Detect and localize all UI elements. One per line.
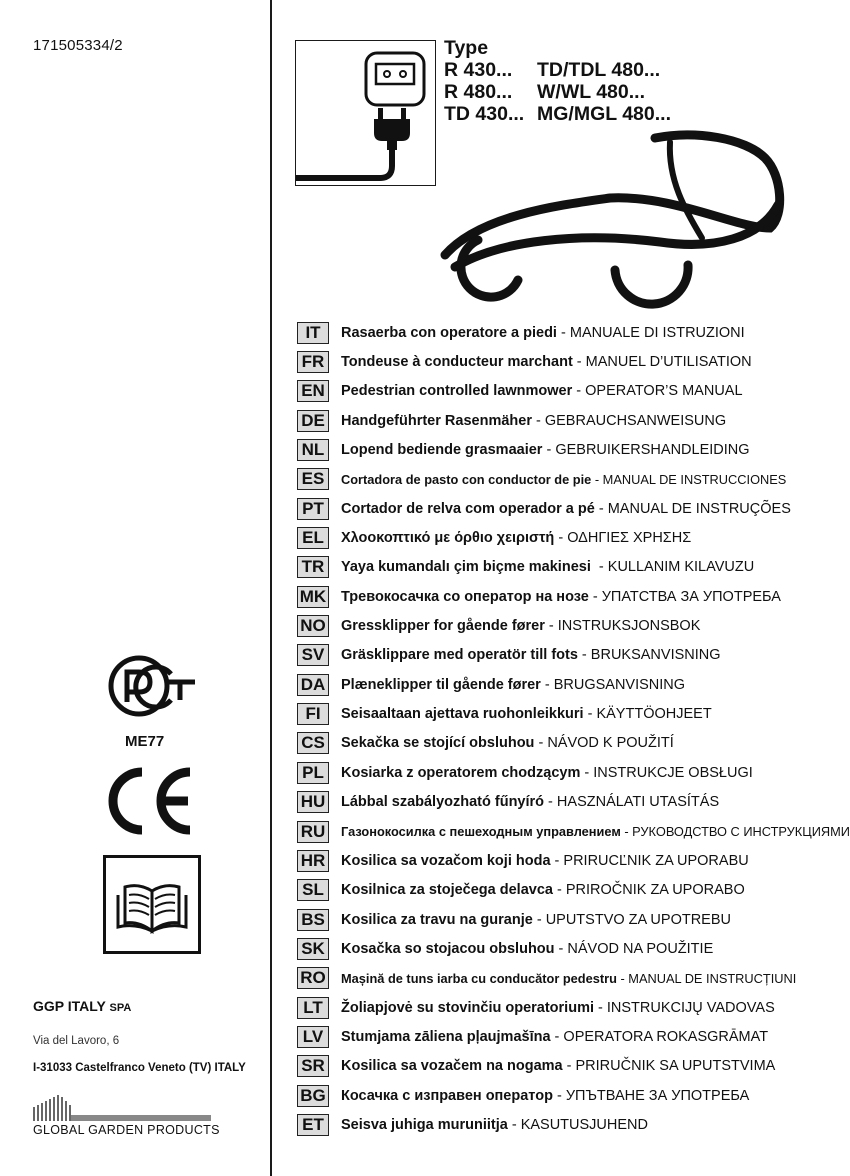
manual-type: РУКОВОДСТВО С ИНСТРУКЦИЯМИ [632,824,850,840]
language-description [341,1029,768,1045]
language-description [341,559,754,575]
model-name: R 430... [444,59,513,81]
language-description [341,1117,648,1133]
product-title: Kosilica sa vozačom koji hoda [341,852,551,869]
language-description [341,530,691,546]
language-description [341,442,750,458]
separator: - [591,471,603,487]
language-description [341,383,743,399]
language-description [341,677,685,693]
product-title: Stumjama zāliena pļaujmašīna [341,1028,551,1045]
language-description [341,735,674,751]
language-row-ro [297,964,850,993]
manual-type: PRIRUČNIK SA UPUTSTVIMA [575,1058,776,1075]
model-name: TD/TDL 480... [537,59,661,81]
language-code-badge: RU [297,821,329,843]
manual-type: MANUALE DI ISTRUZIONI [569,324,745,341]
separator: - [534,735,548,752]
language-code-badge: NL [297,439,329,461]
brand-name: GLOBAL GARDEN PRODUCTS [33,1123,220,1137]
separator: - [572,383,586,400]
language-row-da [297,670,850,699]
language-code-badge: NO [297,615,329,637]
certification-code: ME77 [125,733,165,750]
language-code-badge: FR [297,351,329,373]
product-title: Kosilica za travu na guranje [341,911,533,928]
language-code-badge: SL [297,879,329,901]
language-description [341,501,791,517]
model-name: TD 430... [444,103,525,125]
separator: - [544,794,557,811]
language-row-pl [297,758,850,787]
manual-type: BRUKSANVISNING [590,647,721,664]
company-name-text: GGP ITALY [33,998,106,1014]
product-title: Plæneklipper til gående fører [341,676,541,693]
separator: - [577,647,591,664]
language-row-lt [297,993,850,1022]
product-title: Cortador de relva com operador a pé [341,500,595,517]
manual-type: УПАТСТВА ЗА УПОТРЕБА [601,588,781,605]
language-code-badge: BG [297,1085,329,1107]
product-title: Rasaerba con operatore a piedi [341,324,557,341]
model-name: MG/MGL 480... [537,103,672,125]
separator: - [532,911,546,928]
manual-type: GEBRUIKERSHANDLEIDING [555,442,750,459]
separator: - [562,1058,576,1075]
language-code-badge: SV [297,644,329,666]
language-description [341,1000,775,1016]
product-title: Yaya kumandalı çim biçme makinesi [341,559,595,576]
manual-type: MANUEL D’UTILISATION [585,354,752,371]
manual-type: GEBRAUCHSANWEISUNG [544,412,727,429]
manual-type: INSTRUKCJE OBSŁUGI [593,764,753,781]
manual-type: OPERATOR’S MANUAL [585,383,743,400]
product-title: Mașină de tuns iarba cu conducător pedestru [341,970,617,986]
language-row-mk [297,582,850,611]
separator: - [588,588,602,605]
language-description [341,618,700,634]
language-description [341,765,753,781]
document-number: 171505334/2 [33,37,123,54]
language-description [341,472,786,487]
language-row-fi [297,699,850,728]
gost-rst-certification-mark-icon [105,652,201,727]
model-row [444,59,671,81]
model-name: W/WL 480... [537,81,645,103]
lawnmower-silhouette-icon [440,120,782,320]
product-title: Gressklipper for gående fører [341,618,545,635]
language-row-es [297,465,850,494]
language-row-nl [297,435,850,464]
separator: - [554,940,568,957]
separator: - [580,764,594,781]
language-code-badge: BS [297,909,329,931]
manual-type: INSTRUKCIJŲ VADOVAS [606,999,775,1016]
language-row-cs [297,729,850,758]
product-title: Lopend bediende grasmaaier [341,442,543,459]
product-title: Тревокосачка со оператор на нозе [341,588,589,605]
separator: - [550,852,564,869]
language-code-badge: TR [297,556,329,578]
language-row-fr [297,347,850,376]
separator: - [531,412,545,429]
separator: - [552,882,566,899]
language-row-no [297,611,850,640]
language-description [341,706,712,722]
language-code-badge: MK [297,586,329,608]
language-code-badge: FI [297,703,329,725]
separator: - [552,1087,566,1104]
language-row-sr [297,1052,850,1081]
product-title: Kosilica sa vozačem na nogama [341,1058,563,1075]
language-description [341,1058,775,1074]
model-row [444,81,671,103]
language-code-badge: RO [297,967,329,989]
vertical-divider [270,0,272,1176]
language-code-badge: EN [297,380,329,402]
language-code-badge: LT [297,997,329,1019]
language-code-badge: PT [297,498,329,520]
manual-type: OPERATORA ROKASGRĀMAT [563,1028,769,1045]
language-code-badge: IT [297,322,329,344]
manual-type: KASUTUSJUHEND [520,1116,648,1133]
language-description [341,971,796,986]
separator: - [544,618,558,635]
separator: - [540,676,554,693]
open-book-manual-icon [103,855,201,960]
language-list [297,318,850,1140]
ce-conformity-mark-icon [102,766,198,841]
language-code-badge: HR [297,850,329,872]
language-row-bg [297,1081,850,1110]
language-code-badge: SR [297,1055,329,1077]
language-row-lv [297,1022,850,1051]
manual-type: NÁVOD NA POUŽITIE [567,940,714,957]
product-title: Handgeführter Rasenmäher [341,412,532,429]
product-title: Косачка с изправен оператор [341,1087,553,1104]
language-description [341,853,749,869]
language-description [341,941,713,957]
language-code-badge: DA [297,674,329,696]
language-row-el [297,523,850,552]
manual-type: MANUAL DE INSTRUÇÕES [607,500,791,517]
language-code-badge: ES [297,468,329,490]
product-title: Seisva juhiga muruniitja [341,1116,508,1133]
manual-type: PRIRUCĽNIK ZA UPORABU [563,852,749,869]
manual-type: MANUAL DE INSTRUCȚIUNI [628,970,797,986]
product-title: Sekačka se stojící obsluhou [341,735,535,752]
electric-plug-icon [295,40,436,186]
separator: - [594,559,608,576]
separator: - [616,970,629,986]
product-title: Gräsklippare med operatör till fots [341,647,578,664]
manual-type: УПЪТВАНЕ ЗА УПОТРЕБА [565,1087,750,1104]
separator: - [583,706,597,723]
language-code-badge: HU [297,791,329,813]
language-code-badge: CS [297,732,329,754]
manual-type: PRIROČNIK ZA UPORABO [565,882,745,899]
language-row-sl [297,876,850,905]
manual-type: BRUGSANVISNING [553,676,686,693]
separator: - [507,1116,521,1133]
language-code-badge: LV [297,1026,329,1048]
manual-type: UPUTSTVO ZA UPOTREBU [545,911,731,928]
language-description [341,824,850,839]
language-description [341,1088,749,1104]
company-city: I-31033 Castelfranco Veneto (TV) ITALY [33,1062,246,1074]
language-row-pt [297,494,850,523]
manual-type: NÁVOD K POUŽITÍ [547,735,674,752]
language-description [341,589,781,605]
company-street: Via del Lavoro, 6 [33,1035,120,1047]
language-code-badge: ET [297,1114,329,1136]
language-description [341,354,752,370]
separator: - [572,354,586,371]
language-row-en [297,377,850,406]
separator: - [556,324,570,341]
language-row-hu [297,788,850,817]
language-row-et [297,1110,850,1139]
manual-type: MANUAL DE INSTRUCCIONES [602,471,787,487]
language-description [341,413,726,429]
product-title: Pedestrian controlled lawnmower [341,383,573,400]
language-code-badge: SK [297,938,329,960]
product-title: Lábbal szabályozható fűnyíró [341,794,545,811]
language-row-it [297,318,850,347]
language-description [341,794,719,810]
language-description [341,325,745,341]
product-title: Газонокосилка с пешеходным управлением [341,824,621,840]
company-name [33,998,131,1014]
manual-type: INSTRUKSJONSBOK [557,618,701,635]
language-row-ru [297,817,850,846]
separator: - [550,1028,564,1045]
manual-type: KULLANIM KILAVUZU [607,559,755,576]
language-code-badge: PL [297,762,329,784]
product-title: Žoliapjovė su stovinčiu operatoriumi [341,999,594,1016]
separator: - [620,824,633,840]
product-title: Kosačka so stojacou obsluhou [341,940,555,957]
model-type-block [444,37,671,125]
separator: - [554,530,568,547]
crop-mark [270,1166,272,1176]
manual-type: KÄYTTÖOHJEET [596,706,712,723]
language-row-sv [297,641,850,670]
product-title: Tondeuse à conducteur marchant [341,354,573,371]
language-row-sk [297,934,850,963]
product-title: Χλοοκοπτικό με όρθιο χειριστή [341,530,555,547]
separator: - [594,500,608,517]
language-code-badge: DE [297,410,329,432]
language-row-tr [297,553,850,582]
manual-type: ΟΔΗΓΙΕΣ ΧΡΗΣΗΣ [567,530,692,547]
separator: - [594,999,607,1016]
model-name: R 480... [444,81,513,103]
language-row-bs [297,905,850,934]
product-title: Kosilnica za stoječega delavca [341,882,553,899]
language-code-badge: EL [297,527,329,549]
language-description [341,912,731,928]
language-description [341,647,721,663]
product-title: Cortadora de pasto con conductor de pie [341,471,592,487]
manual-type: HASZNÁLATI UTASÍTÁS [556,794,720,811]
language-row-hr [297,846,850,875]
language-row-de [297,406,850,435]
language-description [341,882,745,898]
product-title: Seisaaltaan ajettava ruohonleikkuri [341,706,584,723]
type-heading: Type [444,37,489,59]
company-suffix: SPA [109,1002,132,1014]
separator: - [542,442,556,459]
product-title: Kosiarka z operatorem chodzącym [341,764,581,781]
